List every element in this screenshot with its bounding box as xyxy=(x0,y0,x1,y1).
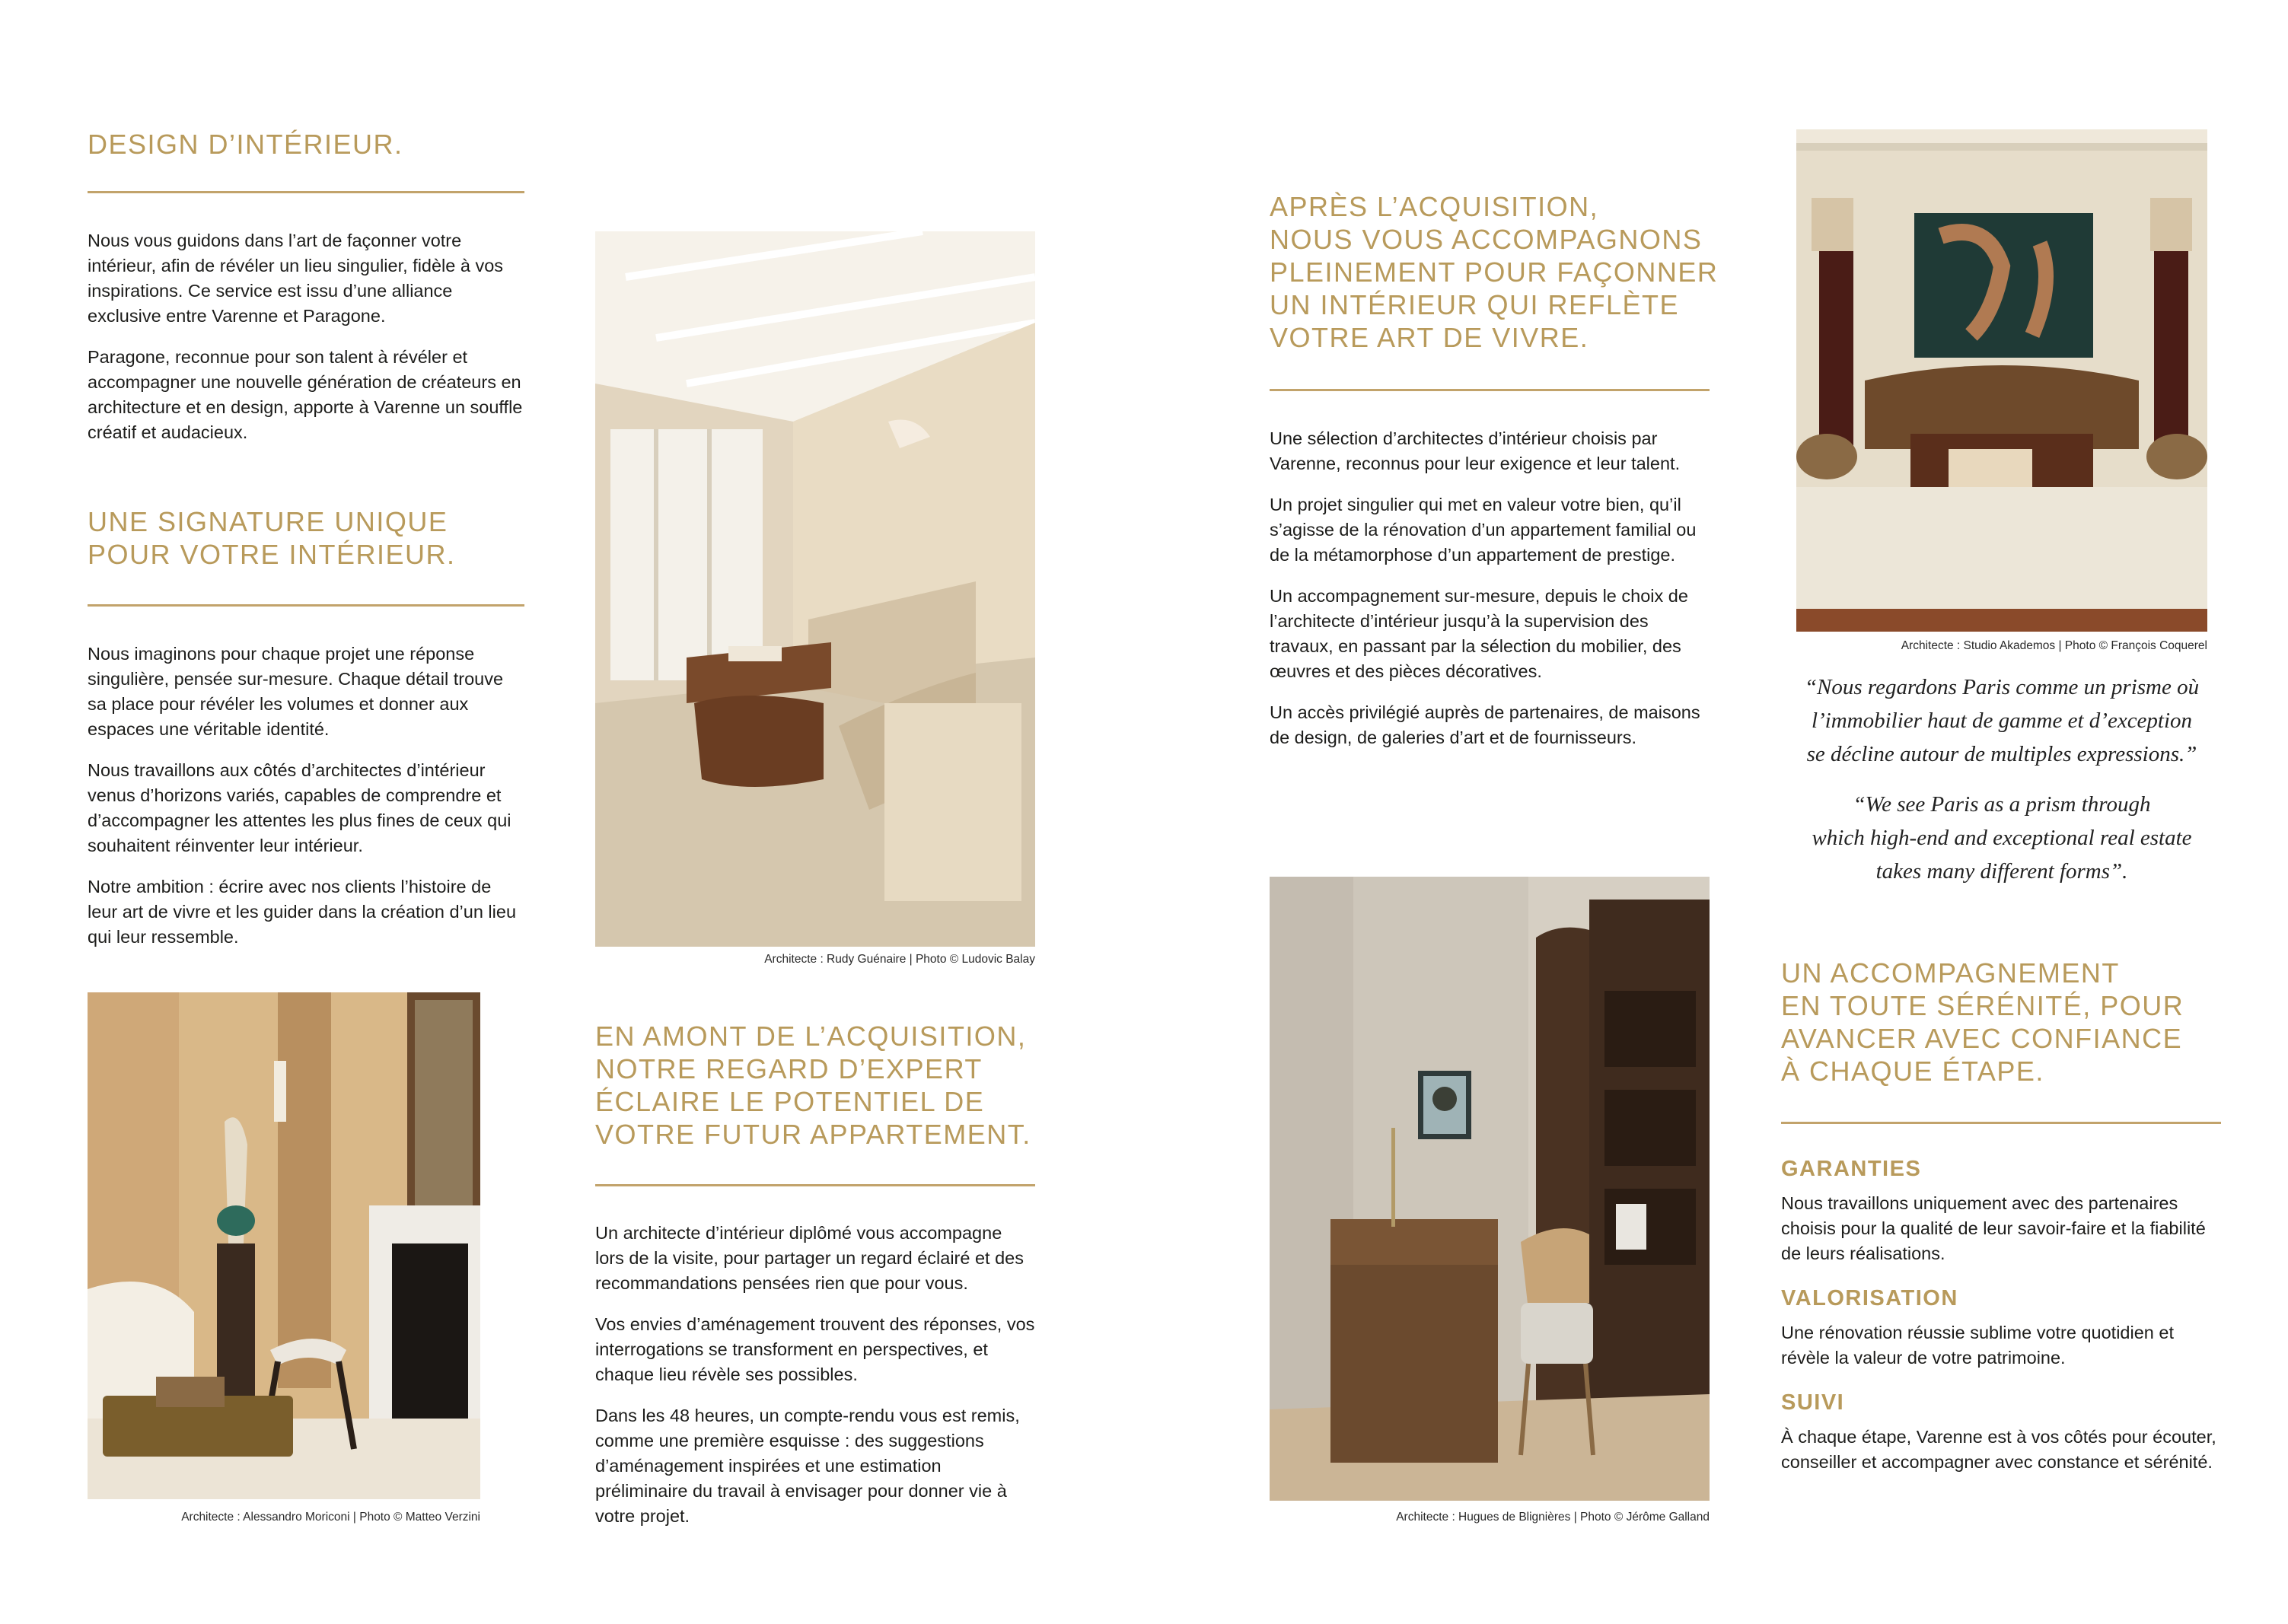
paragraph: Un accompagnement sur-mesure, depuis le choix de l’architecte d’intérieur jusqu’à la supervision des travaux, en passant par la sélection du mobilier, des œuvres et des pièces décoratives. xyxy=(1270,586,1688,681)
benefit-title: SUIVI xyxy=(1781,1390,1845,1415)
benefit-text: Nous travaillons uniquement avec des partenaires choisis pour la qualité de leur savoir-faire et la fiabilité de leurs réalisations. xyxy=(1781,1193,2206,1263)
divider xyxy=(1270,389,1710,391)
benefit-title: GARANTIES xyxy=(1781,1157,1922,1181)
photo-caption: Architecte : Hugues de Blignières | Photo © Jérôme Galland xyxy=(1396,1511,1710,1524)
divider xyxy=(88,604,524,607)
benefits-list xyxy=(1781,1157,2221,1475)
heading-line: AVANCER AVEC CONFIANCE xyxy=(1781,1023,2183,1054)
photo-caption: Architecte : Alessandro Moriconi | Photo © Matteo Verzini xyxy=(181,1511,480,1524)
heading-line: NOTRE REGARD D’EXPERT xyxy=(595,1053,983,1084)
heading-en-amont xyxy=(595,1020,1031,1151)
heading-line: APRÈS L’ACQUISITION, xyxy=(1270,191,1599,222)
signature-text xyxy=(88,642,524,966)
heading-line: POUR VOTRE INTÉRIEUR. xyxy=(88,539,456,570)
benefit-item-suivi xyxy=(1781,1390,2221,1475)
interior-photo-skylight xyxy=(595,231,1035,947)
paragraph: Un accès privilégié auprès de partenaires, de maisons de design, de galeries d’art et de fournisseurs. xyxy=(1270,702,1700,747)
paragraph: Nous imaginons pour chaque projet une réponse singulière, pensée sur-mesure. Chaque détail trouve sa place pour révéler les volumes et donner aux espaces une véritable identité. xyxy=(88,644,504,739)
heading-line: UN INTÉRIEUR QUI REFLÈTE xyxy=(1270,289,1680,320)
heading-apres-acquisition xyxy=(1270,190,1718,354)
heading-line: NOUS VOUS ACCOMPAGNONS xyxy=(1270,224,1703,255)
heading-line: UN ACCOMPAGNEMENT xyxy=(1781,957,2120,989)
heading-line: EN AMONT DE L’ACQUISITION, xyxy=(595,1021,1027,1052)
quote-english xyxy=(1751,788,2253,888)
heading-line: PLEINEMENT POUR FAÇONNER xyxy=(1270,256,1719,288)
quote-line: se décline autour de multiples expressions.” xyxy=(1806,742,2197,766)
heading-line: À CHAQUE ÉTAPE. xyxy=(1781,1056,2044,1087)
quote-line: takes many different forms”. xyxy=(1875,859,2128,884)
paragraph: Une sélection d’architectes d’intérieur choisis par Varenne, reconnus pour leur exigence et leur talent. xyxy=(1270,428,1681,473)
heading-accompagnement xyxy=(1781,957,2184,1087)
interior-photo-study xyxy=(1270,877,1710,1501)
benefit-item-garanties xyxy=(1781,1157,2221,1266)
photo-caption: Architecte : Studio Akademos | Photo © François Coquerel xyxy=(1901,639,2207,652)
en-amont-text xyxy=(595,1221,1035,1545)
benefit-text: Une rénovation réussie sublime votre quotidien et révèle la valeur de votre patrimoine. xyxy=(1781,1323,2174,1368)
photo-caption: Architecte : Rudy Guénaire | Photo © Ludovic Balay xyxy=(764,953,1035,966)
quote-line: “We see Paris as a prism through xyxy=(1853,792,2151,817)
heading-design-interieur: DESIGN D’INTÉRIEUR. xyxy=(88,129,403,160)
benefit-text: À chaque étape, Varenne est à vos côtés pour écouter, conseiller et accompagner avec constance et sérénité. xyxy=(1781,1427,2216,1472)
benefit-title: VALORISATION xyxy=(1781,1286,1958,1310)
paragraph: Vos envies d’aménagement trouvent des réponses, vos interrogations se transforment en perspectives, et chaque lieu révèle ses possibles. xyxy=(595,1314,1035,1384)
paragraph: Notre ambition : écrire avec nos clients l’histoire de leur art de vivre et les guider dans la création d’un lieu qui leur ressemble. xyxy=(88,877,517,947)
quote-line: l’immobilier haut de gamme et d’exception xyxy=(1811,709,2193,733)
heading-line: VOTRE ART DE VIVRE. xyxy=(1270,322,1589,353)
heading-line: EN TOUTE SÉRÉNITÉ, POUR xyxy=(1781,990,2184,1021)
paragraph: Dans les 48 heures, un compte-rendu vous est remis, comme une première esquisse : des suggestions d’aménagement inspirées et une estimation préliminaire du travail à envisager pour donner vie à votre projet. xyxy=(595,1406,1020,1526)
intro-text xyxy=(88,228,524,461)
paragraph: Un projet singulier qui met en valeur votre bien, qu’il s’agisse de la rénovation d’un appartement familial ou de la métamorphose d’un appartement de prestige. xyxy=(1270,495,1697,565)
heading-line: ÉCLAIRE LE POTENTIEL DE xyxy=(595,1086,985,1117)
quote-line: which high-end and exceptional real estate xyxy=(1812,826,2192,850)
heading-line: UNE SIGNATURE UNIQUE xyxy=(88,506,448,537)
interior-photo-fireplace xyxy=(88,992,480,1499)
paragraph: Un architecte d’intérieur diplômé vous accompagne lors de la visite, pour partager un regard éclairé et des recommandations pensées rien que pour vous. xyxy=(595,1223,1025,1293)
paragraph: Nous vous guidons dans l’art de façonner votre intérieur, afin de révéler un lieu singulier, fidèle à vos inspirations. Ce service est issu d’une alliance exclusive entre Varenne et Paragone. xyxy=(88,231,504,326)
heading-line: VOTRE FUTUR APPARTEMENT. xyxy=(595,1119,1031,1150)
quote-line: “Nous regardons Paris comme un prisme où xyxy=(1804,675,2200,699)
divider xyxy=(88,191,524,193)
interior-photo-salon xyxy=(1796,129,2207,632)
paragraph: Nous travaillons aux côtés d’architectes d’intérieur venus d’horizons variés, capables de comprendre et d’accompagner les attentes les plus fines de ceux qui souhaitent réinventer leur intérieur. xyxy=(88,760,511,855)
divider xyxy=(1781,1122,2221,1124)
divider xyxy=(595,1184,1035,1186)
apres-text xyxy=(1270,426,1710,766)
paragraph: Paragone, reconnue pour son talent à révéler et accompagner une nouvelle génération de créateurs en architecture et en design, apporte à Varenne un souffle créatif et audacieux. xyxy=(88,347,523,442)
quote-french xyxy=(1751,670,2253,771)
heading-signature-unique xyxy=(88,505,456,571)
benefit-item-valorisation xyxy=(1781,1286,2221,1371)
